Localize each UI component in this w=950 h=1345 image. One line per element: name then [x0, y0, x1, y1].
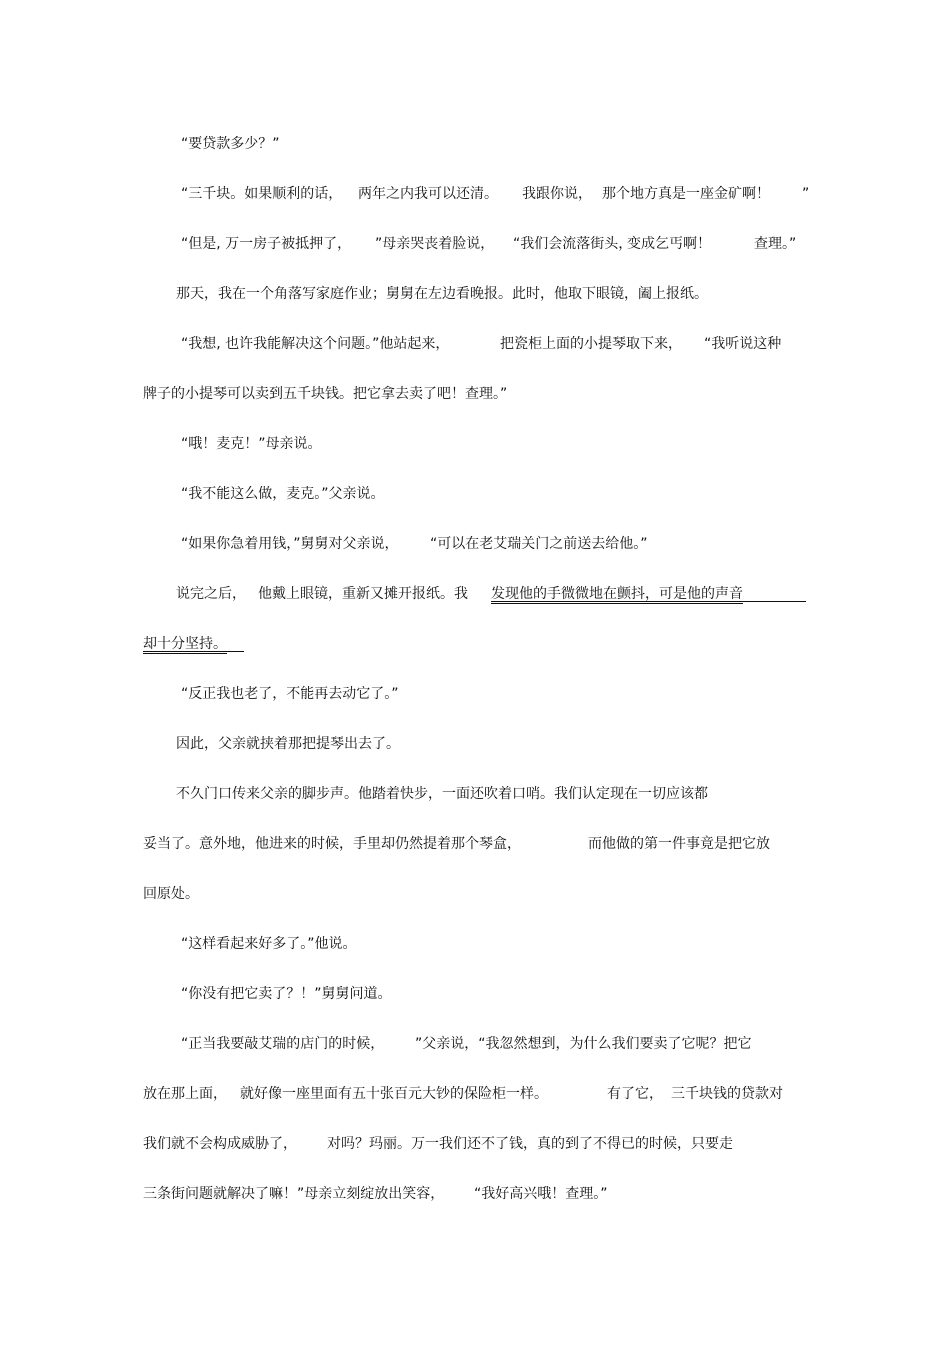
text-segment: “我听说这种: [704, 336, 782, 352]
text-segment: 回原处。: [143, 886, 199, 902]
text-segment: 放在那上面，: [143, 1086, 227, 1102]
text-segment: “要贷款多少？”: [181, 136, 280, 152]
text-segment: ”父亲说，“我忽然想到，为什么我们要卖了它呢？把它: [415, 1036, 752, 1052]
text-segment: “你没有把它卖了？！”舅舅问道。: [181, 986, 392, 1002]
text-segment: 牌子的小提琴可以卖到五千块钱。把它拿去卖了吧！查理。”: [143, 386, 508, 402]
text-segment: 说完之后，: [176, 586, 246, 602]
text-segment: 那天，我在一个角落写家庭作业；舅舅在左边看晚报。此时，他取下眼镜，阖上报纸。: [176, 286, 708, 302]
text-line: [0, 983, 950, 1005]
text-segment: 把瓷柜上面的小提琴取下来，: [500, 336, 682, 352]
text-line: [0, 283, 950, 305]
text-line: [0, 433, 950, 455]
text-line: [0, 483, 950, 505]
text-line: [0, 833, 950, 855]
text-segment: “但是, 万一房子被抵押了，: [181, 236, 352, 252]
text-segment: “我想, 也许我能解决这个问题。”他站起来，: [181, 336, 450, 352]
text-line: [0, 333, 950, 355]
text-line: [0, 133, 950, 155]
text-line: [0, 1083, 950, 1105]
text-line: [0, 683, 950, 705]
text-line: [0, 533, 950, 555]
text-segment: 因此，父亲就挟着那把提琴出去了。: [176, 736, 400, 752]
text-segment: 查理。”: [754, 236, 797, 252]
text-segment: 却十分坚持。: [143, 636, 227, 652]
text-segment: 我跟你说，: [522, 186, 592, 202]
text-segment: 妥当了。意外地，他进来的时候，手里却仍然提着那个琴盒，: [143, 836, 521, 852]
text-line: [0, 733, 950, 755]
text-segment: 有了它，: [607, 1086, 663, 1102]
text-segment: 变成乞丐啊！: [627, 236, 711, 252]
text-segment: ”母亲哭丧着脸说，: [375, 236, 495, 252]
text-segment: 就好像一座里面有五十张百元大钞的保险柜一样。: [240, 1086, 548, 1102]
text-line: [0, 233, 950, 255]
text-segment: 对吗？玛丽。万一我们还不了钱，真的到了不得已的时候，只要走: [327, 1136, 733, 1152]
text-segment: 发现他的手微微地在颤抖，可是他的声音: [491, 586, 743, 602]
text-segment: ”: [802, 186, 810, 202]
text-line: [0, 1183, 950, 1205]
text-segment: “哦！麦克！”母亲说。: [181, 436, 322, 452]
text-segment: “正当我要敲艾瑞的店门的时候，: [181, 1036, 385, 1052]
underline-rule: [143, 651, 244, 652]
text-segment: 而他做的第一件事竟是把它放: [588, 836, 770, 852]
text-line: [0, 583, 950, 605]
text-segment: 那个地方真是一座金矿啊！: [602, 186, 770, 202]
text-segment: 三千块钱的贷款对: [671, 1086, 783, 1102]
text-line: [0, 183, 950, 205]
text-line: [0, 883, 950, 905]
text-segment: “如果你急着用钱，”舅舅对父亲说，: [181, 536, 399, 552]
text-segment: 不久门口传来父亲的脚步声。他踏着快步，一面还吹着口哨。我们认定现在一切应该都: [176, 786, 708, 802]
text-segment: “可以在老艾瑞关门之前送去给他。”: [430, 536, 648, 552]
text-segment: “我好高兴哦！查理。”: [474, 1186, 608, 1202]
text-segment: 三条街问题就解决了嘛！”母亲立刻绽放出笑容，: [143, 1186, 445, 1202]
text-line: [0, 933, 950, 955]
text-segment: “我不能这么做，麦克。”父亲说。: [181, 486, 385, 502]
text-segment: “我们会流落街头，: [513, 236, 633, 252]
text-line: [0, 1033, 950, 1055]
text-segment: “反正我也老了，不能再去动它了。”: [181, 686, 399, 702]
text-line: [0, 1133, 950, 1155]
text-line: [0, 383, 950, 405]
text-segment: “这样看起来好多了。”他说。: [181, 936, 357, 952]
text-segment: 他戴上眼镜，重新又摊开报纸。我: [258, 586, 468, 602]
underline-rule: [491, 601, 806, 602]
text-segment: “三千块。如果顺利的话，: [181, 186, 343, 202]
text-segment: 我们就不会构成威胁了，: [143, 1136, 297, 1152]
text-segment: 两年之内我可以还清。: [358, 186, 498, 202]
text-line: [0, 783, 950, 805]
